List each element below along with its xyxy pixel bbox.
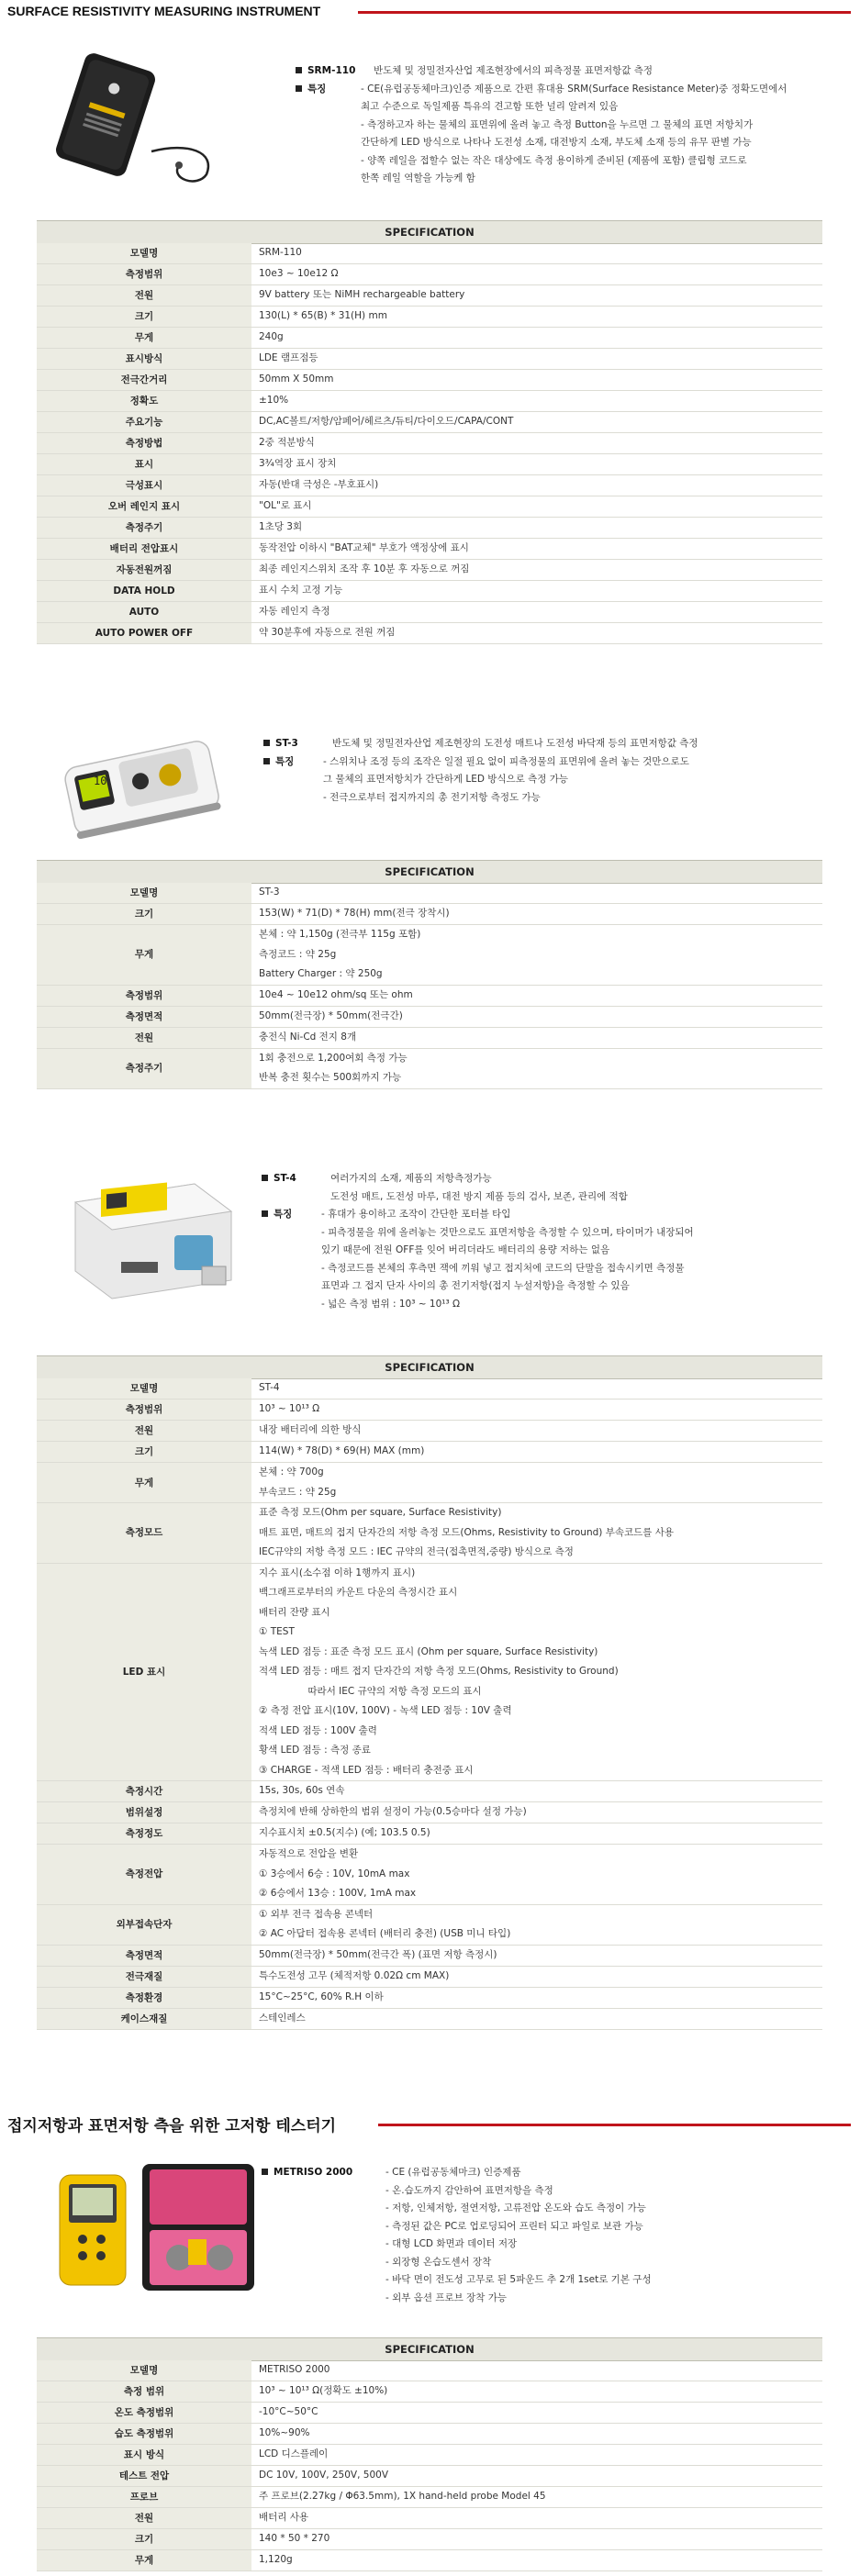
spec-row: [37, 2508, 822, 2529]
metriso-section-heading: 접지저항과 표면저항 측을 위한 고저항 테스터기: [7, 2117, 337, 2136]
spec-value: [251, 518, 822, 539]
spec-value: [251, 2381, 822, 2403]
spec-row: [37, 581, 822, 602]
spec-row: [37, 623, 822, 644]
spec-value-line: 자동 레인지 측정: [259, 606, 330, 618]
spec-key: 크기: [37, 2529, 251, 2550]
spec-key: 무게: [37, 2550, 251, 2571]
desc-line: - 스위치나 조정 등의 조작은 일절 필요 없이 피측정물의 표면위에 올려 놓는 것만으로도: [323, 755, 689, 767]
spec-key: 측정범위: [37, 985, 251, 1006]
spec-key: 테스트 전압: [37, 2466, 251, 2487]
spec-value: [251, 475, 822, 496]
spec-value-line: ③ CHARGE - 적색 LED 점등 : 배터리 충전중 표시: [259, 1764, 474, 1776]
spec-row: [37, 328, 822, 349]
spec-value: [251, 328, 822, 349]
desc-line: 반도체 및 정밀전자산업 제조현장에서의 피측정물 표면저항값 측정: [374, 65, 653, 76]
desc-line: - 온.습도까지 감안하여 표면저항을 측정: [385, 2184, 553, 2196]
spec-key: 전원: [37, 1421, 251, 1442]
spec-key: 측정시간: [37, 1781, 251, 1802]
spec-value: [251, 1463, 822, 1503]
spec-value: [251, 433, 822, 454]
spec-row: [37, 1845, 822, 1905]
spec-value-line: 114(W) * 78(D) * 69(H) MAX (mm): [259, 1445, 425, 1457]
spec-value: [251, 1442, 822, 1463]
spec-row: [37, 1781, 822, 1802]
spec-row: [37, 883, 822, 904]
desc-line: 최고 수준으로 독일제품 특유의 견고함 또한 널리 알려져 있음: [361, 101, 619, 112]
spec-value-line: 15°C~25°C, 60% R.H 이하: [259, 1991, 384, 2002]
desc-line: 표면과 그 접지 단자 사이의 총 전기저항(접지 누설저항)을 측정할 수 있음: [321, 1280, 630, 1291]
spec-value-line: 내장 배터리에 의한 방식: [259, 1424, 362, 1436]
spec-row: [37, 560, 822, 581]
spec-key: 모델명: [37, 1378, 251, 1400]
spec-value-line: 따라서 IEC 규약의 저항 측정 모드의 표시: [259, 1685, 482, 1697]
spec-value-line: ST-4: [259, 1382, 280, 1394]
spec-value: [251, 412, 822, 433]
spec-key: 오버 레인지 표시: [37, 496, 251, 518]
spec-value-line: 130(L) * 65(B) * 31(H) mm: [259, 310, 387, 322]
desc-line: 반도체 및 정밀전자산업 제조현장의 도전성 매트나 도전성 바닥재 등의 표면저항값 측정: [332, 738, 698, 749]
spec-value-line: ST-3: [259, 887, 280, 898]
spec-value: [251, 2445, 822, 2466]
metriso-2000-product-image: [50, 2157, 262, 2294]
spec-key: 전극간거리: [37, 370, 251, 391]
spec-key: LED 표시: [37, 1563, 251, 1781]
spec-value-line: 측정치에 반해 상하한의 범위 설정이 가능(0.5승마다 설정 가능): [259, 1806, 527, 1818]
spec-value-line: 240g: [259, 331, 284, 343]
spec-row: [37, 1400, 822, 1421]
header-rule: [358, 11, 851, 14]
desc-row: [263, 735, 698, 753]
spec-row: [37, 2487, 822, 2508]
spec-key: 측정모드: [37, 1503, 251, 1564]
spec-key: 측정정도: [37, 1823, 251, 1845]
spec-key: 측정환경: [37, 1987, 251, 2008]
st-4-description: [262, 1170, 694, 1313]
spec-value-line: IEC규약의 저항 측정 모드 : IEC 규약의 전극(접촉면적,중량) 방식으로 측정: [259, 1546, 574, 1557]
spec-value: [251, 1400, 822, 1421]
spec-key: 자동전원꺼짐: [37, 560, 251, 581]
spec-key: 크기: [37, 307, 251, 328]
spec-row: [37, 518, 822, 539]
spec-key: 범위설정: [37, 1802, 251, 1823]
desc-line: - 휴대가 용이하고 조작이 간단한 포터블 타입: [321, 1209, 511, 1220]
spec-value: [251, 1048, 822, 1088]
bullet-square-icon: [262, 1175, 268, 1181]
spec-value-line: 9V battery 또는 NiMH rechargeable battery: [259, 289, 465, 301]
spec-row: [37, 2466, 822, 2487]
spec-row: [37, 1378, 822, 1400]
spec-value: [251, 285, 822, 307]
spec-row: [37, 1048, 822, 1088]
spec-value-line: 표준 측정 모드(Ohm per square, Surface Resistivity): [259, 1507, 502, 1518]
spec-title: SPECIFICATION: [37, 220, 822, 244]
spec-row: [37, 264, 822, 285]
spec-row: [37, 285, 822, 307]
spec-value-line: 10³ ~ 10¹³ Ω(정확도 ±10%): [259, 2385, 388, 2397]
desc-line: - 외장형 온습도센서 장착: [385, 2256, 492, 2268]
spec-key: 측정주기: [37, 518, 251, 539]
spec-row: [37, 1027, 822, 1048]
spec-value-line: 측정코드 : 약 25g: [259, 948, 337, 960]
spec-value-line: 10e3 ~ 10e12 Ω: [259, 268, 339, 280]
spec-table-st-3: [37, 883, 822, 1089]
spec-value: [251, 623, 822, 644]
spec-row: [37, 2445, 822, 2466]
bullet-square-icon: [296, 67, 302, 73]
spec-title: SPECIFICATION: [37, 1355, 822, 1379]
spec-key: 주요기능: [37, 412, 251, 433]
spec-value-line: 약 30분후에 자동으로 전원 꺼짐: [259, 627, 396, 639]
spec-value-line: 백그래프로부터의 카운트 다운의 측정시간 표시: [259, 1587, 458, 1598]
spec-value: [251, 391, 822, 412]
spec-key: 모델명: [37, 243, 251, 264]
desc-key: ST-4: [274, 1173, 296, 1184]
spec-value: [251, 264, 822, 285]
spec-key: 온도 측정범위: [37, 2403, 251, 2424]
spec-title: SPECIFICATION: [37, 860, 822, 884]
spec-value-line: DC,AC볼트/저항/암페어/헤르츠/듀티/다이오드/CAPA/CONT: [259, 416, 514, 428]
spec-table-srm-110: [37, 243, 822, 644]
spec-key: 무게: [37, 1463, 251, 1503]
spec-value: [251, 2403, 822, 2424]
spec-key: 외부접속단자: [37, 1904, 251, 1945]
spec-value: [251, 307, 822, 328]
spec-value-line: 특수도전성 고무 (체적저항 0.02Ω cm MAX): [259, 1969, 450, 1981]
spec-value-line: ② 측정 전압 표시(10V, 100V) - 녹색 LED 점등 : 10V 출력: [259, 1705, 512, 1716]
spec-value-line: 50mm X 50mm: [259, 374, 334, 385]
spec-row: [37, 412, 822, 433]
desc-line: - 대형 LCD 화면과 데이터 저장: [385, 2238, 518, 2249]
spec-value-line: 자동적으로 전압을 변환: [259, 1848, 359, 1859]
desc-row: [296, 62, 787, 81]
spec-key: 전원: [37, 1027, 251, 1048]
spec-value-line: "OL"로 표시: [259, 500, 312, 512]
spec-key: 무게: [37, 328, 251, 349]
spec-row: [37, 985, 822, 1006]
spec-value: [251, 1802, 822, 1823]
spec-value-line: 1초당 3회: [259, 521, 303, 533]
spec-key: 크기: [37, 904, 251, 925]
spec-value-line: 매트 표면, 매트의 접지 단자간의 저항 측정 모드(Ohms, Resistivity to Ground) 부속코드를 사용: [259, 1526, 675, 1538]
spec-value-line: 황색 LED 점등 : 측정 종료: [259, 1745, 371, 1756]
spec-row: [37, 1503, 822, 1564]
spec-value-line: 지수 표시(소수점 이하 1행까지 표시): [259, 1567, 416, 1578]
spec-row: [37, 1904, 822, 1945]
desc-line: - CE(유럽공동체마크)인증 제품으로 간편 휴대용 SRM(Surface Resistance Meter)중 정확도면에서: [361, 83, 787, 95]
spec-key: 케이스재질: [37, 2008, 251, 2029]
spec-key: AUTO: [37, 602, 251, 623]
desc-line: - 측정하고자 하는 물체의 표면위에 올려 놓고 측정 Button을 누르면 그 물체의 표면 저항치가: [361, 118, 754, 130]
spec-value-line: LDE 램프점등: [259, 352, 318, 364]
spec-value: [251, 1845, 822, 1905]
desc-line: 여러가지의 소재, 제품의 저항측정가능: [330, 1173, 492, 1184]
spec-row: [37, 1987, 822, 2008]
spec-key: 표시: [37, 454, 251, 475]
spec-row: [37, 2550, 822, 2571]
spec-row: [37, 1006, 822, 1027]
spec-row: [37, 2529, 822, 2550]
spec-value: [251, 1945, 822, 1966]
spec-value-line: 본체 : 약 700g: [259, 1466, 324, 1478]
spec-key: 측정주기: [37, 1048, 251, 1088]
spec-value: [251, 2466, 822, 2487]
spec-title: SPECIFICATION: [37, 2337, 822, 2361]
spec-value-line: 적색 LED 점등 : 매트 접지 단자간의 저항 측정 모드(Ohms, Resistivity to Ground): [259, 1666, 619, 1677]
spec-value: [251, 2360, 822, 2381]
spec-key: 모델명: [37, 2360, 251, 2381]
desc-line: - 저항, 인체저항, 절연저항, 고류전압 온도와 습도 측정이 가능: [385, 2202, 646, 2214]
spec-value-line: 10e4 ~ 10e12 ohm/sq 또는 ohm: [259, 988, 413, 1000]
spec-value: [251, 925, 822, 986]
desc-key: 특징: [307, 83, 327, 95]
desc-row: [263, 753, 698, 808]
spec-value: [251, 1421, 822, 1442]
spec-key: 측정방법: [37, 433, 251, 454]
spec-row: [37, 1823, 822, 1845]
spec-row: [37, 1802, 822, 1823]
spec-key: 측정 범위: [37, 2381, 251, 2403]
spec-key: 측정범위: [37, 264, 251, 285]
spec-value-line: ② 6승에서 13승 : 100V, 1mA max: [259, 1888, 417, 1899]
desc-row: [262, 1170, 694, 1206]
spec-value-line: ① TEST: [259, 1626, 295, 1637]
spec-row: [37, 539, 822, 560]
spec-row: [37, 1966, 822, 1987]
spec-value-line: ① 외부 전극 접속용 콘넥터: [259, 1908, 374, 1920]
spec-value: [251, 2550, 822, 2571]
spec-value-line: 주 프로브(2.27kg / Φ63.5mm), 1X hand-held probe Model 45: [259, 2491, 546, 2503]
spec-value: [251, 1904, 822, 1945]
spec-value: [251, 1006, 822, 1027]
spec-value-line: 충전식 Ni-Cd 전지 8개: [259, 1031, 357, 1043]
spec-row: [37, 925, 822, 986]
spec-value-line: Battery Charger : 약 250g: [259, 968, 383, 979]
section-rule: [378, 2124, 851, 2126]
desc-row: [262, 2164, 652, 2307]
spec-row: [37, 370, 822, 391]
spec-row: [37, 454, 822, 475]
spec-value-line: 15s, 30s, 60s 연속: [259, 1785, 345, 1797]
desc-line: - 피측정물을 위에 올려놓는 것만으로도 표면저항을 측정할 수 있으며, 타이머가 내장되어: [321, 1226, 694, 1238]
spec-key: DATA HOLD: [37, 581, 251, 602]
bullet-square-icon: [262, 1210, 268, 1217]
spec-key: 측정면적: [37, 1945, 251, 1966]
spec-value-line: 부속코드 : 약 25g: [259, 1486, 337, 1498]
spec-value-line: 배터리 잔량 표시: [259, 1606, 330, 1618]
spec-value-line: ±10%: [259, 395, 289, 407]
desc-line: - 넓은 측정 범위 : 10³ ~ 10¹³ Ω: [321, 1298, 461, 1310]
desc-key: SRM-110: [307, 65, 356, 76]
desc-key: METRISO 2000: [274, 2167, 353, 2178]
bullet-square-icon: [296, 85, 302, 92]
desc-line: - CE (유럽공동체마크) 인증제품: [385, 2167, 521, 2178]
spec-value-line: 1,120g: [259, 2554, 293, 2566]
spec-key: 크기: [37, 1442, 251, 1463]
st-3-display-text: 10: [94, 775, 107, 787]
desc-key: 특징: [274, 1209, 293, 1220]
spec-key: AUTO POWER OFF: [37, 623, 251, 644]
spec-value-line: ② AC 아답터 접속용 콘넥터 (배터리 충전) (USB 미니 타입): [259, 1928, 511, 1939]
bullet-square-icon: [263, 758, 270, 764]
spec-value: [251, 2529, 822, 2550]
spec-key: 전원: [37, 2508, 251, 2529]
spec-value-line: 153(W) * 71(D) * 78(H) mm(전극 장착시): [259, 908, 450, 920]
desc-line: 그 물체의 표면저항치가 간단하게 LED 방식으로 측정 가능: [323, 774, 569, 785]
spec-row: [37, 2381, 822, 2403]
spec-row: [37, 243, 822, 264]
spec-value-line: 반복 충전 횟수는 500회까지 가능: [259, 1072, 402, 1083]
spec-key: 측정전압: [37, 1845, 251, 1905]
bullet-square-icon: [263, 740, 270, 746]
spec-value: [251, 539, 822, 560]
spec-value-line: 50mm(전극장) * 50mm(전극간 폭) (표면 저항 측정시): [259, 1948, 497, 1960]
spec-value-line: 동작전압 이하시 "BAT교체" 부호가 액정상에 표시: [259, 542, 469, 554]
spec-row: [37, 1463, 822, 1503]
spec-row: [37, 349, 822, 370]
spec-row: [37, 475, 822, 496]
spec-key: 극성표시: [37, 475, 251, 496]
spec-value-line: 적색 LED 점등 : 100V 출력: [259, 1724, 377, 1736]
spec-value: [251, 243, 822, 264]
spec-value-line: 본체 : 약 1,150g (전극부 115g 포함): [259, 929, 421, 940]
spec-value-line: METRISO 2000: [259, 2364, 330, 2376]
spec-key: 측정범위: [37, 1400, 251, 1421]
spec-value-line: 녹색 LED 점등 : 표준 측정 모드 표시 (Ohm per square, Surface Resistivity): [259, 1645, 598, 1657]
spec-key: 정확도: [37, 391, 251, 412]
spec-value: [251, 370, 822, 391]
spec-value: [251, 1823, 822, 1845]
srm-110-product-image: [50, 50, 234, 188]
spec-value: [251, 349, 822, 370]
spec-key: 무게: [37, 925, 251, 986]
spec-value: [251, 985, 822, 1006]
st-3-product-image: [55, 730, 239, 849]
metriso-2000-description: [262, 2164, 652, 2307]
spec-value-line: 스테인레스: [259, 2012, 306, 2024]
spec-value-line: DC 10V, 100V, 250V, 500V: [259, 2470, 388, 2481]
spec-table-metriso-2000: [37, 2360, 822, 2571]
spec-key: 표시방식: [37, 349, 251, 370]
spec-key: 측정면적: [37, 1006, 251, 1027]
spec-row: [37, 307, 822, 328]
spec-value: [251, 2508, 822, 2529]
spec-value-line: 10³ ~ 10¹³ Ω: [259, 1403, 320, 1415]
spec-value-line: 3¾역장 표시 장치: [259, 458, 337, 470]
spec-value: [251, 1378, 822, 1400]
desc-line: - 외부 옵션 프로브 장착 가능: [385, 2292, 508, 2303]
desc-line: 간단하게 LED 방식으로 나타나 도전성 소재, 대전방지 소재, 부도체 소재 등의 유무 판별 가능: [361, 137, 752, 148]
desc-row: [262, 1206, 694, 1313]
desc-line: - 전극으로부터 접지까지의 총 전기저항 측정도 가능: [323, 791, 541, 803]
spec-row: [37, 2424, 822, 2445]
spec-value: [251, 1966, 822, 1987]
spec-row: [37, 433, 822, 454]
page-title: SURFACE RESISTIVITY MEASURING INSTRUMENT: [7, 4, 321, 18]
srm-110-description: [296, 62, 787, 188]
spec-row: [37, 391, 822, 412]
bullet-square-icon: [262, 2169, 268, 2175]
spec-value: [251, 1781, 822, 1802]
st-3-description: [263, 735, 698, 807]
st-4-product-image: [66, 1175, 240, 1303]
spec-value-line: 140 * 50 * 270: [259, 2533, 330, 2545]
spec-value: [251, 2424, 822, 2445]
desc-row: [296, 81, 787, 188]
desc-line: - 양쪽 레일을 접할수 없는 작은 대상에도 측정 용이하게 준비된 (제품에 포함) 클립형 코드로: [361, 154, 747, 166]
spec-value: [251, 560, 822, 581]
spec-value-line: 1회 충전으로 1,200여회 측정 가능: [259, 1052, 408, 1064]
spec-value-line: SRM-110: [259, 247, 302, 259]
desc-line: 한쪽 레일 역할을 가능케 함: [361, 173, 475, 184]
spec-key: 표시 방식: [37, 2445, 251, 2466]
spec-value: [251, 1503, 822, 1564]
spec-table-st-4: [37, 1378, 822, 2030]
spec-value: [251, 602, 822, 623]
spec-value: [251, 904, 822, 925]
spec-row: [37, 2008, 822, 2029]
desc-line: - 바닥 면이 전도성 고무로 된 5파운드 추 2개 1set로 기본 구성: [385, 2274, 652, 2285]
spec-row: [37, 904, 822, 925]
spec-row: [37, 1563, 822, 1781]
spec-value-line: 최종 레인지스위치 조작 후 10분 후 자동으로 꺼짐: [259, 563, 470, 575]
spec-value: [251, 1027, 822, 1048]
spec-row: [37, 602, 822, 623]
desc-line: 있기 때문에 전원 OFF를 잊어 버리더라도 배터리의 용량 저하는 없음: [321, 1244, 610, 1255]
spec-key: 전원: [37, 285, 251, 307]
spec-key: 전극재질: [37, 1966, 251, 1987]
spec-row: [37, 1442, 822, 1463]
desc-key: ST-3: [275, 738, 298, 749]
spec-value: [251, 1987, 822, 2008]
spec-value-line: 표시 수치 고정 기능: [259, 585, 343, 597]
spec-row: [37, 2360, 822, 2381]
spec-value-line: -10°C~50°C: [259, 2406, 318, 2418]
desc-line: - 측정코드를 본체의 후측면 잭에 끼워 넣고 접지처에 코드의 단말을 접속시키면 측정물: [321, 1262, 685, 1274]
spec-row: [37, 1421, 822, 1442]
spec-value: [251, 2008, 822, 2029]
spec-value-line: 지수표시치 ±0.5(지수) (예; 103.5 0.5): [259, 1827, 430, 1839]
spec-value-line: 자동(반대 극성은 -부호표시): [259, 479, 379, 491]
spec-key: 모델명: [37, 883, 251, 904]
spec-value: [251, 1563, 822, 1781]
spec-value: [251, 883, 822, 904]
desc-line: 도전성 매트, 도전성 마루, 대전 방지 제품 등의 검사, 보존, 관리에 적합: [330, 1190, 628, 1202]
spec-key: 습도 측정범위: [37, 2424, 251, 2445]
spec-value-line: 2중 적분방식: [259, 437, 315, 449]
spec-row: [37, 496, 822, 518]
spec-row: [37, 2403, 822, 2424]
spec-value: [251, 581, 822, 602]
spec-value-line: 배터리 사용: [259, 2512, 309, 2524]
spec-value: [251, 496, 822, 518]
spec-value: [251, 454, 822, 475]
spec-key: 배터리 전압표시: [37, 539, 251, 560]
page-header: [0, 0, 860, 24]
desc-line: - 측정된 값은 PC로 업로딩되어 프린터 되고 파일로 보관 가능: [385, 2220, 643, 2232]
spec-value-line: 10%~90%: [259, 2427, 310, 2439]
spec-value-line: ① 3승에서 6승 : 10V, 10mA max: [259, 1868, 410, 1879]
spec-row: [37, 1945, 822, 1966]
spec-value: [251, 2487, 822, 2508]
desc-key: 특징: [275, 755, 295, 767]
spec-value-line: LCD 디스플레이: [259, 2448, 329, 2460]
spec-key: 프로브: [37, 2487, 251, 2508]
spec-value-line: 50mm(전극장) * 50mm(전극간): [259, 1009, 403, 1021]
